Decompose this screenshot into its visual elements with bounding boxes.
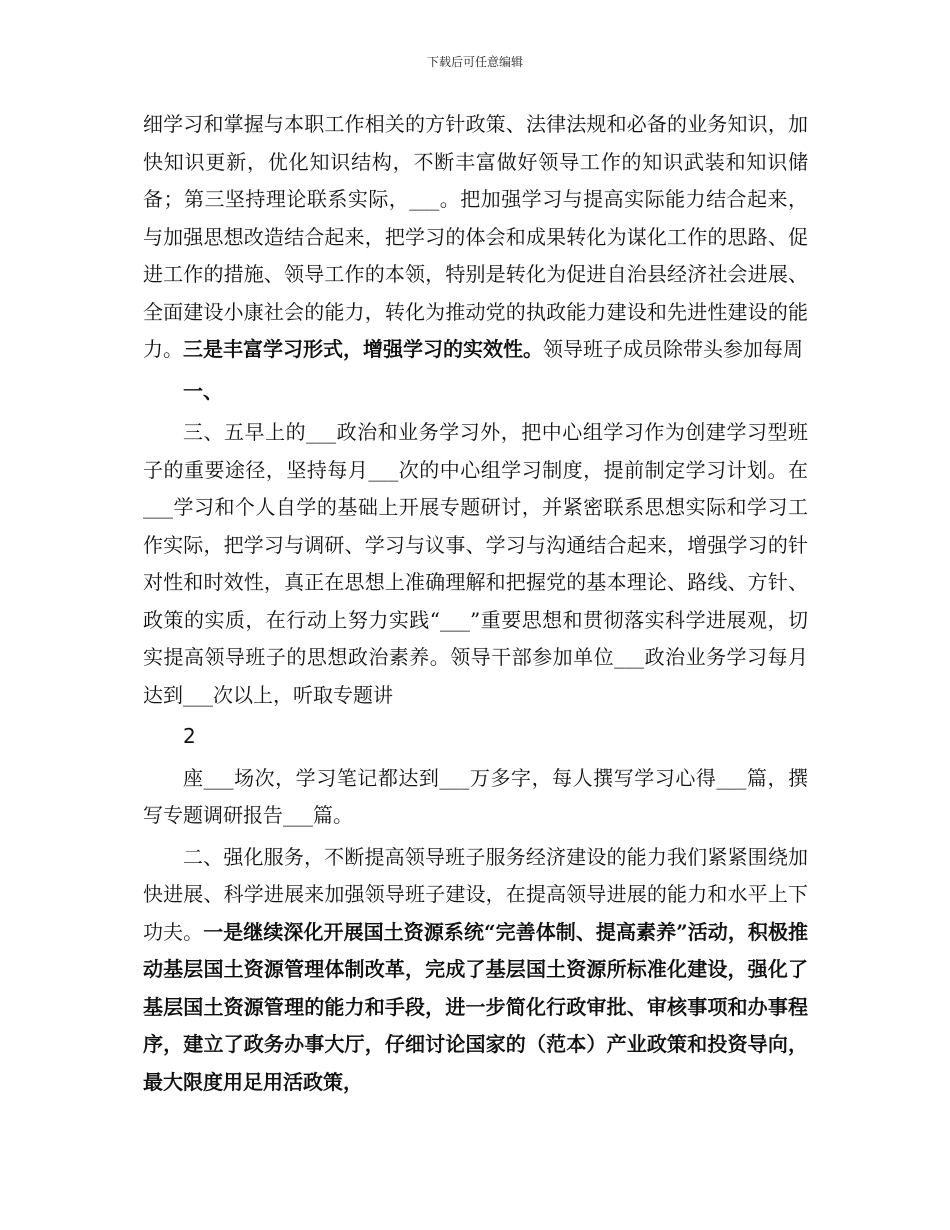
paragraph: 座___场次，学习笔记都达到___万多字，每人撰写学习心得___篇，撰写专题调研报告___篇。 [143, 765, 808, 827]
bold-text: 一是继续深化开展国土资源系统“完善体制、提高素养”活动，积极推动基层国土资源管理体制改革，完成了基层国土资源所标准化建设，强化了基层国土资源管理的能力和手段，进一步简化行政审批、审核事项和办事程序，建立了政务办事大厅，仔细讨论国家的（范本）产业政策和投资导向，最大限度用足用活政策， [143, 919, 808, 1094]
paragraph-text: 二、强化服务，不断提高领导班子服务经济建设的能力我们紧紧围绕加快进展、科学进展来加强领导班子建设，在提高领导进展的能力和水平上下功夫。 [143, 844, 808, 944]
paragraph [143, 106, 808, 369]
paragraph [143, 414, 808, 714]
paragraph [143, 839, 808, 1102]
page-header: 下载后可任意编辑 [426, 55, 523, 69]
section-marker: 一、 [183, 378, 223, 403]
paragraph-text: 领导干部参加单位___政治业务学习每月达到___次以上，听取专题讲 [143, 645, 809, 707]
paragraph-text: 三、五早上的___政治和业务学习外，把中心组学习作为创建学习型班子的重要途径，坚持每月___次的中心组学习制度，提前制定学习计划。在___学习和个人自学的基础上开展专题研讨，并紧密联系思想实际和学习工作实际，把学习与调研、学习与议事、学习与沟通结合起来，增强学习的针对性和时效性，真正在思想上准确理解和把握党的基本理论、路线、方针、政策的实质，在行动上努力实践“___”重要思想和贯彻落实科学进展观，切实提高领导班子的思想政治素养。 [143, 420, 808, 669]
paragraph-text: 细学习和掌握与本职工作相关的方针政策、法律法规和必备的业务知识，加快知识更新，优化知识结构，不断丰富做好领导工作的知识武装和知识储备；第三坚持理论联系实际，___。把加强学习与提高实际能力结合起来，与加强思想改造结合起来，把学习的体会和成果转化为谋化工作的思路、促进工作的措施、领导工作的本领，特别是转化为促进自治县经济社会进展、全面建设小康社会的能力，转化为推动党的执政能力建设和先进性建设的能力。 [143, 112, 808, 361]
document-body [143, 106, 808, 1101]
paragraph-text: 领导班子成员除带头参加每周 [543, 337, 803, 361]
page-number: 2 [183, 724, 196, 748]
bold-heading: 三是丰富学习形式，增强学习的实效性。 [183, 337, 543, 361]
